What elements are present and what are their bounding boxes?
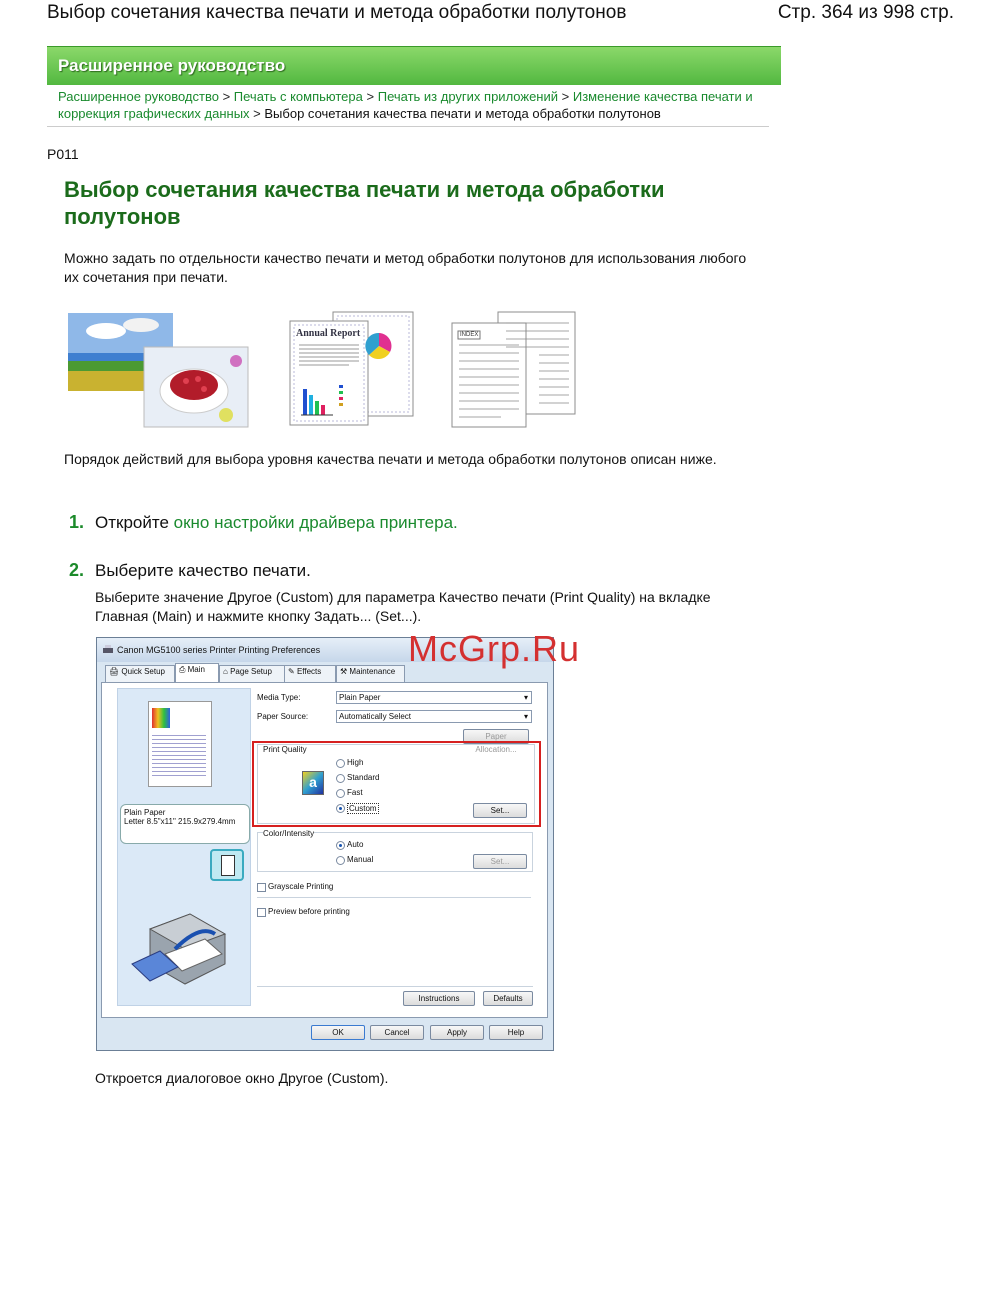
step-detail: Выберите значение Другое (Custom) для параметра Качество печати (Print Quality) на вкладке Главная (Main) и нажмите кнопку Задать... (Set...). (95, 589, 711, 624)
tab-label: Quick Setup (121, 667, 165, 676)
orientation-icon (210, 849, 244, 881)
step-text: Выберите качество печати. (95, 561, 311, 580)
page-code: P011 (47, 146, 79, 162)
tab-effects[interactable] (284, 665, 336, 683)
driver-settings-link[interactable]: окно настройки драйвера принтера. (173, 513, 458, 532)
print-quality-label: Print Quality (263, 745, 307, 754)
page-number: Стр. 364 из 998 стр. (777, 2, 954, 23)
color-manual-label: Manual (347, 855, 374, 864)
quick-setup-icon: 🖨 (109, 667, 120, 676)
dialog-title: Canon MG5100 series Printer Printing Preferences (117, 645, 321, 655)
divider (47, 126, 769, 127)
text-lines (152, 732, 206, 778)
step-number: 1. (69, 512, 85, 532)
breadcrumb-link[interactable]: Расширенное руководство (58, 89, 219, 104)
tab-page-setup[interactable] (219, 665, 285, 683)
ok-button[interactable]: OK (311, 1025, 365, 1040)
quality-set-button[interactable]: Set... (473, 803, 527, 818)
printer-preferences-dialog (96, 637, 554, 1051)
grayscale-label: Grayscale Printing (268, 882, 334, 891)
divider (257, 986, 533, 987)
step-text (95, 513, 458, 533)
breadcrumb-link[interactable]: Изменение качества печати и коррекция графических данных (58, 89, 753, 121)
help-button[interactable]: Help (489, 1025, 543, 1040)
paper-source-select[interactable] (336, 710, 532, 723)
quality-fast-label: Fast (347, 788, 363, 797)
cancel-button[interactable]: Cancel (370, 1025, 424, 1040)
chevron-down-icon: ▾ (523, 712, 528, 721)
step-label: Откройте (95, 513, 174, 532)
highlight-box (252, 741, 541, 827)
main-tab-icon: ⎙ (179, 665, 186, 674)
report-title: Annual Report (296, 328, 361, 339)
quality-high-label: High (347, 758, 364, 767)
breadcrumb-link[interactable]: Печать с компьютера (233, 89, 363, 104)
breadcrumb-separator: > (253, 106, 261, 121)
result-text: Откроется диалоговое окно Другое (Custom). (95, 1070, 389, 1086)
breadcrumb-current: Выбор сочетания качества печати и метода обработки полутонов (264, 106, 661, 121)
breadcrumb-separator: > (222, 89, 231, 104)
paper-size-info: Letter 8.5"x11" 215.9x279.4mm (124, 817, 236, 826)
tab-label: Page Setup (230, 667, 272, 676)
tab-label: Maintenance (349, 667, 396, 676)
effects-icon: ✎ (288, 667, 295, 676)
index-illustration (451, 311, 579, 429)
breadcrumb-link[interactable]: Печать из других приложений (377, 89, 559, 104)
print-quality-icon: a (302, 771, 324, 795)
paper-source-value: Automatically Select (339, 712, 412, 721)
tab-maintenance[interactable] (336, 665, 405, 683)
preview-checkbox[interactable] (257, 908, 266, 917)
main-tab-panel (101, 682, 548, 1018)
paper-type-info: Plain Paper (124, 808, 166, 817)
apply-button[interactable]: Apply (430, 1025, 484, 1040)
media-type-label: Media Type: (257, 693, 301, 702)
printer-illustration (130, 909, 230, 991)
quality-standard-label: Standard (347, 773, 380, 782)
paper-allocation-button[interactable]: Paper Allocation... (463, 729, 529, 744)
color-manual-radio[interactable] (336, 856, 345, 865)
photo-illustration (66, 311, 250, 429)
banner-title: Расширенное руководство (58, 56, 286, 75)
paper-info-box (120, 804, 250, 844)
grayscale-checkbox[interactable] (257, 883, 266, 892)
color-sample (152, 708, 170, 728)
preview-pane (117, 688, 251, 1006)
section-banner (47, 46, 781, 85)
media-type-value: Plain Paper (339, 693, 381, 702)
color-auto-label: Auto (347, 840, 364, 849)
color-auto-radio[interactable] (336, 841, 345, 850)
breadcrumb-separator: > (561, 89, 570, 104)
tab-quick-setup[interactable] (105, 665, 175, 683)
page-title: Выбор сочетания качества печати и метода обработки полутонов (64, 177, 665, 229)
breadcrumb (58, 88, 778, 122)
maintenance-icon: ⚒ (340, 667, 348, 676)
printer-icon (103, 645, 113, 654)
page-preview (148, 701, 212, 787)
color-intensity-label: Color/Intensity (263, 829, 315, 838)
order-text: Порядок действий для выбора уровня качества печати и метода обработки полутонов описан ниже. (64, 451, 717, 467)
chevron-down-icon: ▾ (523, 693, 528, 702)
step-number: 2. (69, 560, 85, 580)
divider (257, 897, 531, 898)
breadcrumb-separator: > (366, 89, 375, 104)
tab-label: Effects (296, 667, 322, 676)
page-setup-icon: ⌂ (223, 667, 228, 676)
quality-custom-label: Custom (349, 804, 377, 813)
preview-label: Preview before printing (268, 907, 350, 916)
intro-text: Можно задать по отдельности качество печати и метод обработки полутонов для использования любого их сочетания при печати. (64, 250, 747, 285)
watermark: McGrp.Ru (408, 628, 581, 669)
color-set-button[interactable]: Set... (473, 854, 527, 869)
tab-label: Main (187, 665, 205, 674)
media-type-select[interactable] (336, 691, 532, 704)
defaults-button[interactable]: Defaults (483, 991, 533, 1006)
instructions-button[interactable]: Instructions (403, 991, 475, 1006)
paper-source-label: Paper Source: (257, 712, 309, 721)
tab-main[interactable] (175, 663, 219, 683)
page-header-title: Выбор сочетания качества печати и метода обработки полутонов (47, 2, 627, 23)
index-label: INDEX (460, 332, 479, 338)
